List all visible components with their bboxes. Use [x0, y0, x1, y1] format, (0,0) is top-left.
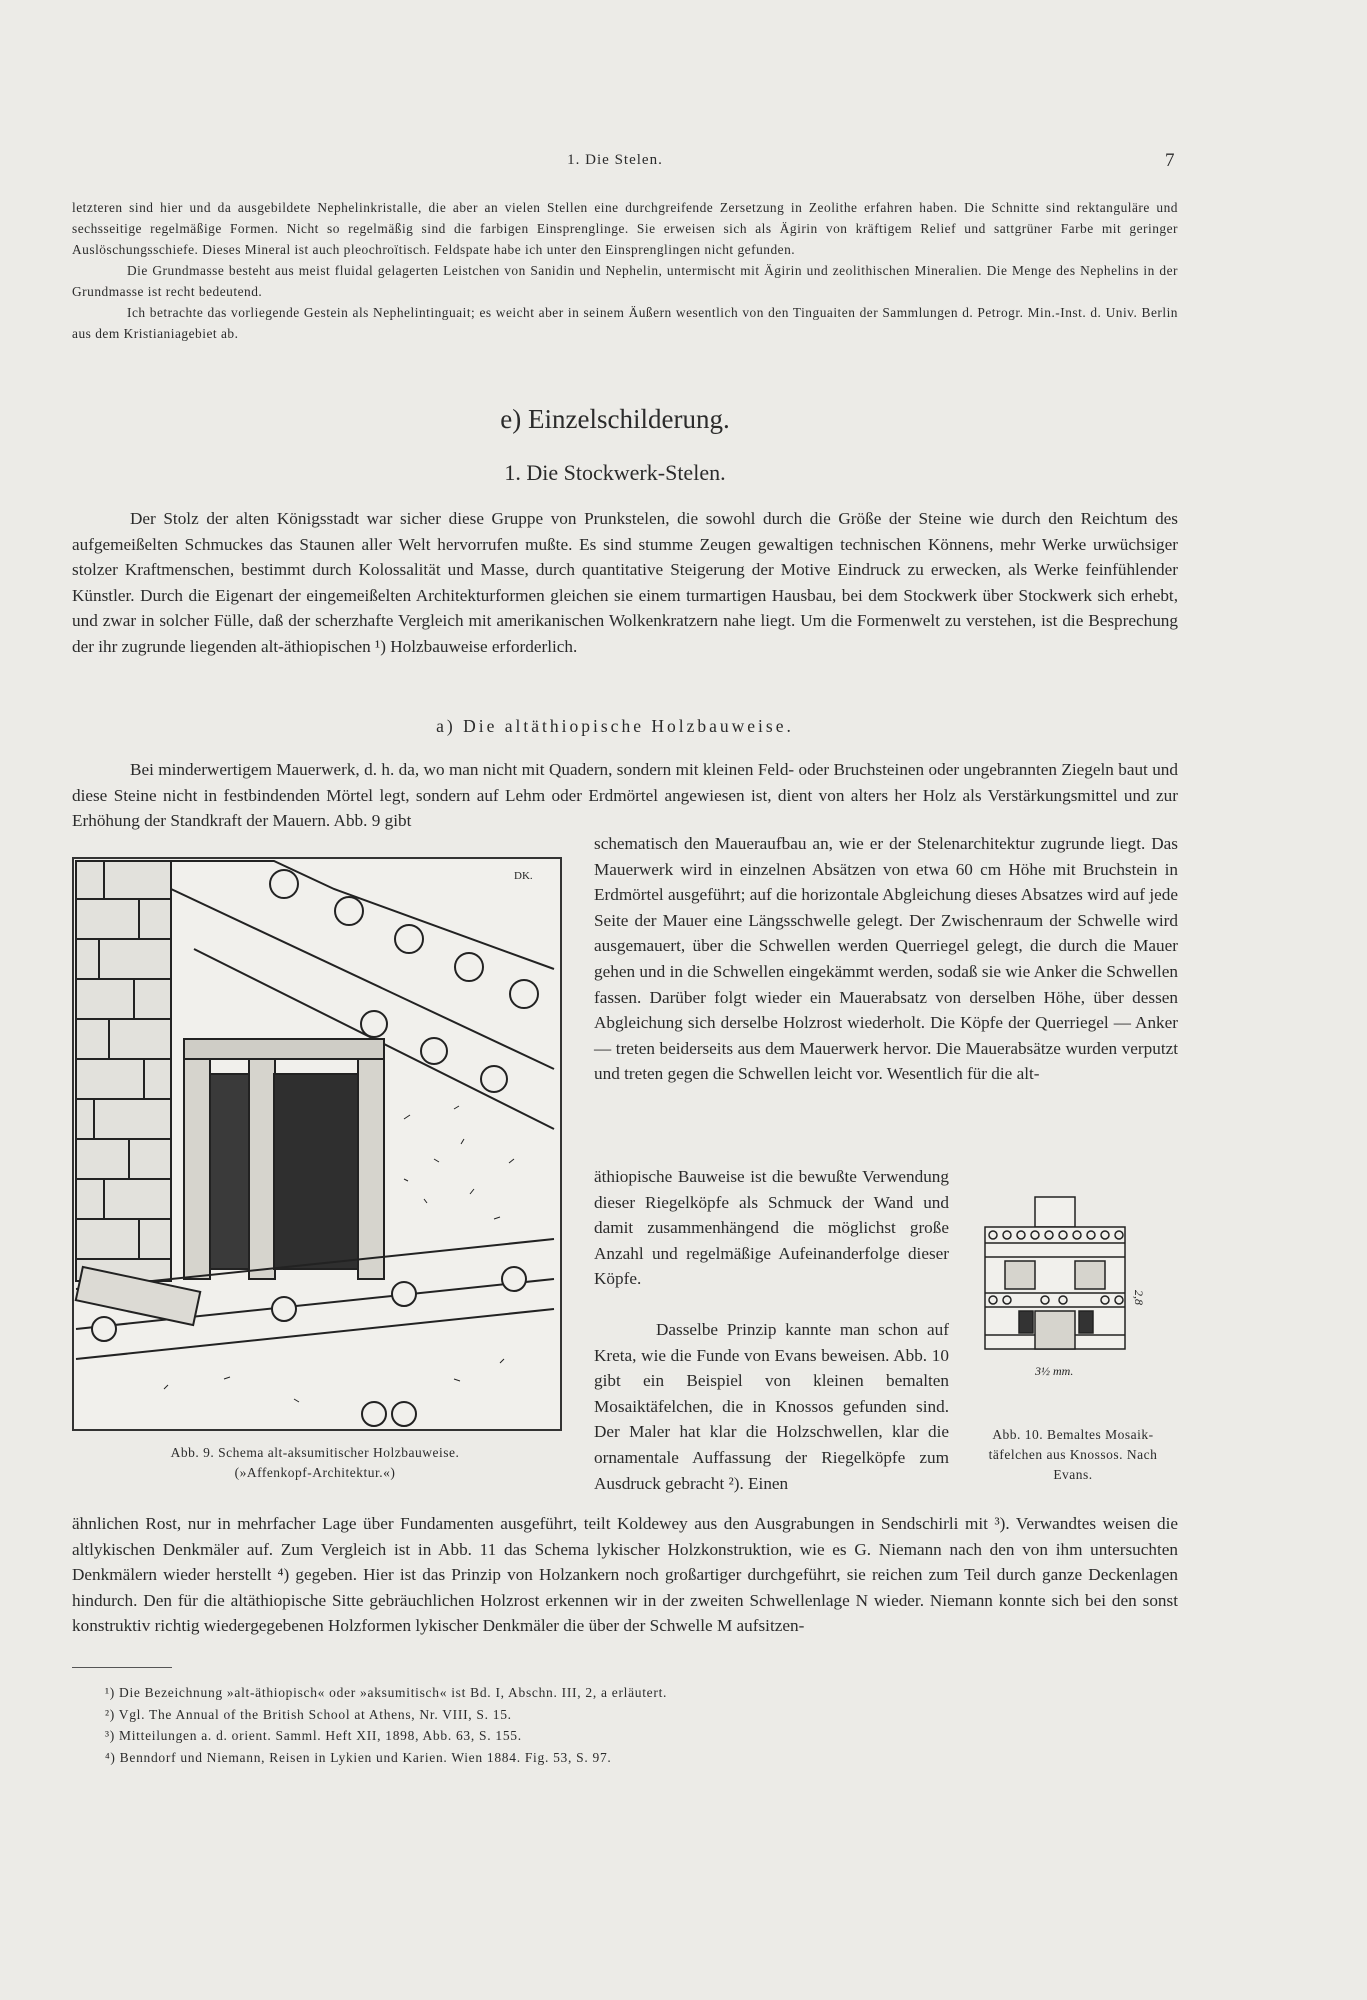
paragraph-comparison: ähnlichen Rost, nur in mehrfacher Lage über Fundamenten ausgeführt, teilt Koldewey aus den Ausgrabungen in Sendschirli mit ³). Verwandtes weisen die altlykischen Denkmäler auf. Zum Vergleich ist in Abb. 11 das Schema lykischer Holzkonstruktion, wie es G. Niemann nach den von ihm untersuchten Denkmälern wieder herstellt ⁴) gegeben. Hier ist das Prinzip von Holzankern noch großartiger durchgeführt, sie reichen zum Teil durch ganze Deckenlagen hindurch. Den für die altäthiopische Sitte gebräuchlichen Holzrost erkennen wir in der zweiten Schwellenlage N wieder. Niemann konnte sich bei den sonst konstruktiv richtig wiedergegebenen Holzformen lykischer Denkmäler die über der Schwelle M aufsitzen-	[72, 1514, 1178, 1636]
footnote-2: ²) Vgl. The Annual of the British School at Athens, Nr. VIII, S. 15.	[105, 1706, 512, 1722]
figure-10-caption-line-1: Abb. 10. Bemaltes Mosaik-	[992, 1427, 1154, 1442]
section-heading: e) Einzelschilderung.	[500, 404, 730, 434]
paragraph-mauerwerk: Bei minderwertigem Mauerwerk, d. h. da, wo man nicht mit Quadern, sondern mit kleinen Feld- oder Bruchsteinen oder ungebrannten Ziegeln baut und diese Steine nicht in festbindenden Mörtel legt, sondern auf Lehm oder Erdmörtel angewiesen ist, dient von alters her Holz als Verstärkungsmittel und zur Erhöhung der Standkraft der Mauern. Abb. 9 gibt	[72, 760, 1178, 831]
figure-10-caption-line-3: Evans.	[1053, 1467, 1093, 1482]
column-text-a: schematisch den Maueraufbau an, wie er der Stelenarchitektur zugrunde liegt. Das Mauerwerk wird in einzelnen Absätzen von etwa 60 cm Höhe mit Bruchstein in Erdmörtel ausgeführt; auf die horizontale Abgleichung dieses Absatzes wird auf jede Seite der Mauer eine Längsschwelle gelegt. Der Zwischenraum der Schwelle wird ausgemauert, über die Schwellen werden Querriegel gelegt, die durch die Mauer gehen und in die Schwellen eingekämmt werden, sodaß sie wie Anker die Schwellen fassen. Darüber folgt wieder ein Mauerabsatz von derselben Höhe, über dessen Abgleichung sich derselbe Holzrost wiederholt. Die Köpfe der Querriegel — Anker — treten beiderseits aus dem Mauerwerk hervor. Die Mauerabsätze wurden verputzt und treten gegen die Schwellen leicht vor. Wesentlich für die alt-	[594, 834, 1178, 1084]
footnote-3: ³) Mitteilungen a. d. orient. Samml. Heft XII, 1898, Abb. 63, S. 155.	[105, 1728, 522, 1743]
subsection-heading: a) Die altäthiopische Holzbauweise.	[436, 716, 794, 736]
intro-paragraph-1: letzteren sind hier und da ausgebildete Nephelinkristalle, die aber an vielen Stellen eine durchgreifende Zersetzung in Zeolithe erfahren haben. Die Schnitte sind rektanguläre und sechsseitige regelmäßige Formen. Nicht so regelmäßig sind die farbigen Einsprenglinge. Sie erweisen sich als Ägirin von kräftigem Relief und sattgrüner Farbe mit geringer Auslöschungsschiefe. Dieses Mineral ist auch pleochroïtisch. Feldspate habe ich unter den Einsprenglingen nicht gefunden.	[72, 200, 1178, 257]
figure-9-caption-line-1: Abb. 9. Schema alt-aksumitischer Holzbauweise.	[170, 1445, 460, 1460]
figure-10-drawing	[975, 1195, 1160, 1385]
intro-paragraph-3: Ich betrachte das vorliegende Gestein als Nephelintinguait; es weicht aber in seinem Äußern wesentlich von den Tinguaiten der Sammlungen d. Petrogr. Min.-Inst. d. Univ. Berlin aus dem Kristianiagebiet ab.	[72, 305, 1178, 341]
figure-9-caption-line-2: (»Affenkopf-Architektur.«)	[234, 1465, 396, 1480]
footnotes	[105, 1682, 1105, 1768]
figure-9-drawing	[72, 857, 562, 1431]
footnote-4: ⁴) Benndorf und Niemann, Reisen in Lykien und Karien. Wien 1884. Fig. 53, S. 97.	[105, 1749, 612, 1765]
running-header: 1. Die Stelen.	[567, 152, 663, 168]
intro-text	[72, 197, 1178, 344]
figure-10-caption	[968, 1425, 1178, 1485]
dimension-width-label: 3½ mm.	[1035, 1364, 1074, 1378]
figure-10-caption-line-2: täfelchen aus Knossos. Nach	[988, 1447, 1158, 1462]
mosaic-tablet-illustration	[975, 1195, 1160, 1385]
footnote-rule	[72, 1667, 172, 1668]
column-text-b: äthiopische Bauweise ist die bewußte Verwendung dieser Riegelköpfe als Schmuck der Wand und damit zusammenhängend die möglichst große Anzahl und regelmäßige Aufeinanderfolge dieser Köpfe.	[594, 1167, 949, 1289]
footnote-1: ¹) Die Bezeichnung »alt-äthiopisch« oder »aksumitisch« ist Bd. I, Abschn. III, 2, a erläutert.	[105, 1685, 668, 1700]
artist-signature: DK.	[514, 870, 533, 882]
intro-paragraph-2: Die Grundmasse besteht aus meist fluidal gelagerten Leistchen von Sanidin und Nephelin, untermischt mit Ägirin und zeolithischen Mineralien. Die Menge des Nephelins in der Grundmasse ist recht bedeutend.	[72, 263, 1178, 299]
column-text-c: Dasselbe Prinzip kannte man schon auf Kreta, wie die Funde von Evans beweisen. Abb. 10 gibt ein Beispiel von kleinen bemalten Mosaiktäfelchen, die in Knossos gefunden sind. Der Maler hat klar die Holzschwellen, klar die ornamentale Auffassung der Riegelköpfe zum Ausdruck gebracht ²). Einen	[594, 1320, 949, 1493]
paragraph-stelen: Der Stolz der alten Königsstadt war sicher diese Gruppe von Prunkstelen, die sowohl durch die Größe der Steine wie durch den Reichtum des aufgemeißelten Schmuckes das Staunen aller Welt hervorrufen mußte. Es sind stumme Zeugen gewaltigen technischen Könnens, mehr Werke urwüchsiger stolzer Kraftmenschen, bestimmt durch Kolossalität und Masse, durch quantitative Steigerung der Motive Eindruck zu erwecken, als Werke feinfühlender Künstler. Durch die Eigenart der eingemeißelten Architekturformen gleichen sie einem turmartigen Hausbau, bei dem Stockwerk über Stockwerk sich erhebt, und zwar in solcher Fülle, daß der scherzhafte Vergleich mit amerikanischen Wolkenkratzern nahe liegt. Um die Formenwelt zu verstehen, ist die Besprechung der ihr zugrunde liegenden alt-äthiopischen ¹) Holzbauweise erforderlich.	[72, 509, 1178, 656]
page-number: 7	[1165, 150, 1175, 171]
dimension-height-label: 2,8	[1132, 1290, 1146, 1305]
section-subheading: 1. Die Stockwerk-Stelen.	[504, 460, 726, 485]
figure-9-caption	[72, 1443, 558, 1483]
timber-wall-illustration	[74, 859, 560, 1429]
